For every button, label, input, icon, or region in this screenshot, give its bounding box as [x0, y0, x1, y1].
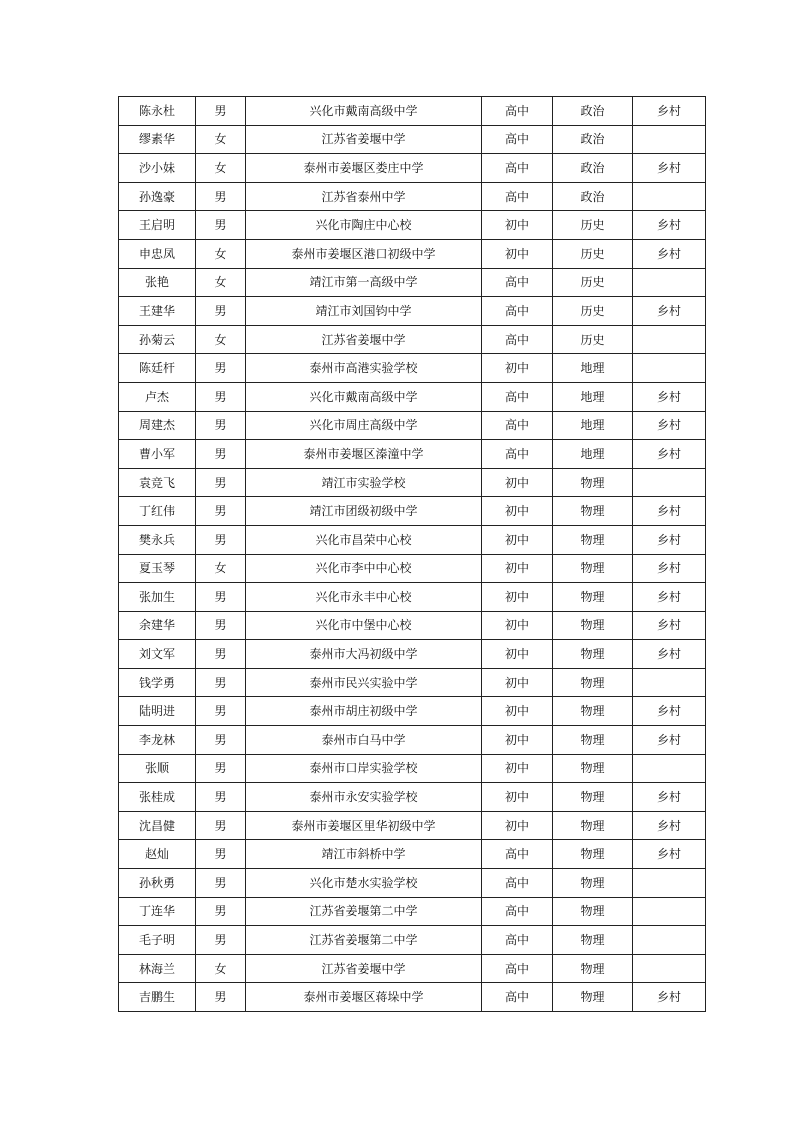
subject-cell: 物理	[553, 726, 633, 755]
rural-cell	[633, 325, 706, 354]
school-cell: 靖江市斜桥中学	[246, 840, 482, 869]
gender-cell: 男	[196, 840, 246, 869]
teacher-name-cell: 袁竞飞	[119, 468, 196, 497]
gender-cell: 男	[196, 525, 246, 554]
rural-cell	[633, 897, 706, 926]
school-level-cell: 高中	[482, 869, 553, 898]
subject-cell: 物理	[553, 697, 633, 726]
rural-cell: 乡村	[633, 726, 706, 755]
school-cell: 泰州市姜堰区蒋垛中学	[246, 983, 482, 1012]
school-cell: 江苏省泰州中学	[246, 182, 482, 211]
rural-cell: 乡村	[633, 154, 706, 183]
rural-cell: 乡村	[633, 411, 706, 440]
school-cell: 泰州市姜堰区港口初级中学	[246, 239, 482, 268]
school-level-cell: 高中	[482, 954, 553, 983]
subject-cell: 物理	[553, 497, 633, 526]
rural-cell	[633, 468, 706, 497]
subject-cell: 历史	[553, 297, 633, 326]
school-cell: 泰州市民兴实验中学	[246, 668, 482, 697]
gender-cell: 男	[196, 697, 246, 726]
subject-cell: 地理	[553, 354, 633, 383]
school-level-cell: 初中	[482, 239, 553, 268]
table-row	[119, 325, 706, 354]
rural-cell	[633, 268, 706, 297]
teacher-name-cell: 张加生	[119, 583, 196, 612]
school-level-cell: 初中	[482, 554, 553, 583]
subject-cell: 物理	[553, 640, 633, 669]
gender-cell: 男	[196, 726, 246, 755]
table-row	[119, 211, 706, 240]
rural-cell: 乡村	[633, 783, 706, 812]
table-row	[119, 697, 706, 726]
teacher-name-cell: 缪素华	[119, 125, 196, 154]
rural-cell	[633, 869, 706, 898]
gender-cell: 男	[196, 983, 246, 1012]
school-level-cell: 高中	[482, 97, 553, 126]
rural-cell: 乡村	[633, 97, 706, 126]
subject-cell: 历史	[553, 325, 633, 354]
school-level-cell: 高中	[482, 926, 553, 955]
teacher-name-cell: 吉鹏生	[119, 983, 196, 1012]
teacher-roster-table	[118, 96, 706, 1012]
school-level-cell: 高中	[482, 411, 553, 440]
rural-cell: 乡村	[633, 297, 706, 326]
table-row	[119, 926, 706, 955]
teacher-name-cell: 钱学勇	[119, 668, 196, 697]
subject-cell: 物理	[553, 554, 633, 583]
rural-cell	[633, 182, 706, 211]
gender-cell: 男	[196, 754, 246, 783]
teacher-name-cell: 曹小军	[119, 440, 196, 469]
subject-cell: 物理	[553, 583, 633, 612]
table-row	[119, 554, 706, 583]
school-level-cell: 初中	[482, 525, 553, 554]
school-cell: 泰州市永安实验学校	[246, 783, 482, 812]
subject-cell: 物理	[553, 811, 633, 840]
subject-cell: 物理	[553, 754, 633, 783]
gender-cell: 男	[196, 897, 246, 926]
gender-cell: 女	[196, 268, 246, 297]
school-cell: 兴化市永丰中心校	[246, 583, 482, 612]
table-row	[119, 754, 706, 783]
teacher-name-cell: 沙小妹	[119, 154, 196, 183]
gender-cell: 男	[196, 497, 246, 526]
school-cell: 兴化市昌荣中心校	[246, 525, 482, 554]
school-level-cell: 初中	[482, 697, 553, 726]
school-cell: 江苏省姜堰中学	[246, 325, 482, 354]
rural-cell: 乡村	[633, 697, 706, 726]
subject-cell: 物理	[553, 468, 633, 497]
teacher-name-cell: 丁红伟	[119, 497, 196, 526]
school-level-cell: 初中	[482, 497, 553, 526]
teacher-name-cell: 孙菊云	[119, 325, 196, 354]
gender-cell: 男	[196, 97, 246, 126]
gender-cell: 男	[196, 211, 246, 240]
school-level-cell: 初中	[482, 468, 553, 497]
subject-cell: 物理	[553, 897, 633, 926]
school-cell: 靖江市实验学校	[246, 468, 482, 497]
school-level-cell: 初中	[482, 583, 553, 612]
gender-cell: 男	[196, 668, 246, 697]
rural-cell: 乡村	[633, 840, 706, 869]
table-row	[119, 611, 706, 640]
rural-cell	[633, 754, 706, 783]
table-row	[119, 983, 706, 1012]
teacher-name-cell: 林海兰	[119, 954, 196, 983]
gender-cell: 女	[196, 554, 246, 583]
school-cell: 江苏省姜堰中学	[246, 954, 482, 983]
gender-cell: 女	[196, 325, 246, 354]
school-level-cell: 高中	[482, 325, 553, 354]
subject-cell: 物理	[553, 954, 633, 983]
subject-cell: 物理	[553, 611, 633, 640]
gender-cell: 男	[196, 468, 246, 497]
school-cell: 兴化市陶庄中心校	[246, 211, 482, 240]
teacher-name-cell: 张顺	[119, 754, 196, 783]
school-cell: 江苏省姜堰第二中学	[246, 897, 482, 926]
school-cell: 泰州市姜堰区里华初级中学	[246, 811, 482, 840]
gender-cell: 女	[196, 239, 246, 268]
school-cell: 泰州市高港实验学校	[246, 354, 482, 383]
school-level-cell: 高中	[482, 897, 553, 926]
school-level-cell: 高中	[482, 297, 553, 326]
gender-cell: 男	[196, 440, 246, 469]
school-level-cell: 高中	[482, 154, 553, 183]
gender-cell: 男	[196, 783, 246, 812]
table-row	[119, 411, 706, 440]
teacher-name-cell: 夏玉琴	[119, 554, 196, 583]
teacher-name-cell: 丁连华	[119, 897, 196, 926]
school-cell: 泰州市白马中学	[246, 726, 482, 755]
table-row	[119, 640, 706, 669]
teacher-name-cell: 张桂成	[119, 783, 196, 812]
gender-cell: 男	[196, 182, 246, 211]
school-cell: 靖江市第一高级中学	[246, 268, 482, 297]
gender-cell: 男	[196, 382, 246, 411]
teacher-name-cell: 周建杰	[119, 411, 196, 440]
school-level-cell: 高中	[482, 440, 553, 469]
subject-cell: 物理	[553, 525, 633, 554]
gender-cell: 女	[196, 954, 246, 983]
gender-cell: 女	[196, 154, 246, 183]
teacher-name-cell: 余建华	[119, 611, 196, 640]
school-cell: 靖江市团级初级中学	[246, 497, 482, 526]
subject-cell: 政治	[553, 182, 633, 211]
teacher-name-cell: 陆明进	[119, 697, 196, 726]
rural-cell: 乡村	[633, 382, 706, 411]
rural-cell: 乡村	[633, 440, 706, 469]
rural-cell: 乡村	[633, 983, 706, 1012]
school-cell: 靖江市刘国钧中学	[246, 297, 482, 326]
teacher-name-cell: 李龙林	[119, 726, 196, 755]
school-cell: 泰州市胡庄初级中学	[246, 697, 482, 726]
school-level-cell: 初中	[482, 640, 553, 669]
school-cell: 兴化市戴南高级中学	[246, 382, 482, 411]
table-row	[119, 954, 706, 983]
teacher-name-cell: 王启明	[119, 211, 196, 240]
school-level-cell: 高中	[482, 125, 553, 154]
table-row	[119, 297, 706, 326]
school-cell: 泰州市大冯初级中学	[246, 640, 482, 669]
teacher-name-cell: 陈廷杆	[119, 354, 196, 383]
school-level-cell: 初中	[482, 811, 553, 840]
table-row	[119, 440, 706, 469]
teacher-name-cell: 毛子明	[119, 926, 196, 955]
table-row	[119, 525, 706, 554]
table-row	[119, 811, 706, 840]
rural-cell: 乡村	[633, 640, 706, 669]
gender-cell: 男	[196, 354, 246, 383]
document-page	[118, 96, 705, 1012]
school-cell: 江苏省姜堰第二中学	[246, 926, 482, 955]
rural-cell: 乡村	[633, 554, 706, 583]
gender-cell: 男	[196, 640, 246, 669]
gender-cell: 男	[196, 583, 246, 612]
teacher-name-cell: 申忠凤	[119, 239, 196, 268]
school-level-cell: 高中	[482, 840, 553, 869]
school-level-cell: 初中	[482, 668, 553, 697]
teacher-name-cell: 孙逸豪	[119, 182, 196, 211]
subject-cell: 政治	[553, 154, 633, 183]
teacher-name-cell: 卢杰	[119, 382, 196, 411]
school-level-cell: 初中	[482, 211, 553, 240]
table-row	[119, 97, 706, 126]
table-row	[119, 239, 706, 268]
subject-cell: 政治	[553, 125, 633, 154]
table-row	[119, 268, 706, 297]
subject-cell: 物理	[553, 668, 633, 697]
subject-cell: 物理	[553, 783, 633, 812]
rural-cell: 乡村	[633, 583, 706, 612]
school-level-cell: 初中	[482, 611, 553, 640]
subject-cell: 物理	[553, 869, 633, 898]
gender-cell: 男	[196, 926, 246, 955]
subject-cell: 物理	[553, 926, 633, 955]
school-level-cell: 初中	[482, 754, 553, 783]
school-level-cell: 初中	[482, 726, 553, 755]
gender-cell: 男	[196, 611, 246, 640]
school-cell: 泰州市口岸实验学校	[246, 754, 482, 783]
subject-cell: 历史	[553, 268, 633, 297]
gender-cell: 男	[196, 811, 246, 840]
teacher-name-cell: 樊永兵	[119, 525, 196, 554]
rural-cell	[633, 125, 706, 154]
teacher-name-cell: 陈永杜	[119, 97, 196, 126]
gender-cell: 男	[196, 411, 246, 440]
school-cell: 泰州市姜堰区溱潼中学	[246, 440, 482, 469]
table-row	[119, 382, 706, 411]
subject-cell: 地理	[553, 411, 633, 440]
subject-cell: 地理	[553, 440, 633, 469]
school-level-cell: 高中	[482, 983, 553, 1012]
table-row	[119, 869, 706, 898]
table-row	[119, 783, 706, 812]
school-level-cell: 高中	[482, 182, 553, 211]
table-row	[119, 840, 706, 869]
school-cell: 兴化市中堡中心校	[246, 611, 482, 640]
teacher-name-cell: 孙秋勇	[119, 869, 196, 898]
school-level-cell: 初中	[482, 783, 553, 812]
subject-cell: 历史	[553, 239, 633, 268]
school-level-cell: 高中	[482, 268, 553, 297]
school-level-cell: 初中	[482, 354, 553, 383]
school-level-cell: 高中	[482, 382, 553, 411]
school-cell: 兴化市戴南高级中学	[246, 97, 482, 126]
school-cell: 江苏省姜堰中学	[246, 125, 482, 154]
table-row	[119, 583, 706, 612]
school-cell: 兴化市周庄高级中学	[246, 411, 482, 440]
rural-cell: 乡村	[633, 211, 706, 240]
rural-cell	[633, 954, 706, 983]
rural-cell: 乡村	[633, 811, 706, 840]
rural-cell: 乡村	[633, 525, 706, 554]
school-cell: 兴化市楚水实验学校	[246, 869, 482, 898]
rural-cell: 乡村	[633, 239, 706, 268]
subject-cell: 物理	[553, 983, 633, 1012]
school-cell: 泰州市姜堰区娄庄中学	[246, 154, 482, 183]
roster-body	[119, 97, 706, 1012]
school-cell: 兴化市李中中心校	[246, 554, 482, 583]
table-row	[119, 182, 706, 211]
rural-cell	[633, 926, 706, 955]
table-row	[119, 154, 706, 183]
teacher-name-cell: 刘文军	[119, 640, 196, 669]
gender-cell: 男	[196, 297, 246, 326]
table-row	[119, 897, 706, 926]
table-row	[119, 726, 706, 755]
subject-cell: 物理	[553, 840, 633, 869]
rural-cell: 乡村	[633, 497, 706, 526]
table-row	[119, 125, 706, 154]
teacher-name-cell: 沈昌健	[119, 811, 196, 840]
table-row	[119, 668, 706, 697]
rural-cell: 乡村	[633, 611, 706, 640]
table-row	[119, 468, 706, 497]
rural-cell	[633, 354, 706, 383]
subject-cell: 政治	[553, 97, 633, 126]
gender-cell: 女	[196, 125, 246, 154]
table-row	[119, 497, 706, 526]
teacher-name-cell: 张艳	[119, 268, 196, 297]
teacher-name-cell: 王建华	[119, 297, 196, 326]
table-row	[119, 354, 706, 383]
subject-cell: 历史	[553, 211, 633, 240]
teacher-name-cell: 赵灿	[119, 840, 196, 869]
subject-cell: 地理	[553, 382, 633, 411]
gender-cell: 男	[196, 869, 246, 898]
rural-cell	[633, 668, 706, 697]
